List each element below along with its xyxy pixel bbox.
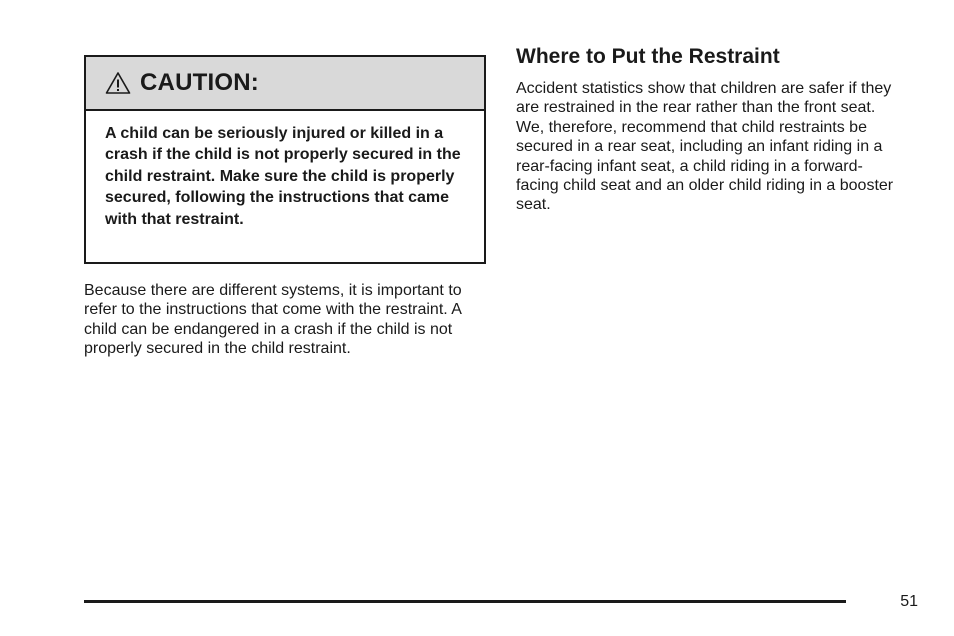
section-heading: Where to Put the Restraint (516, 45, 780, 68)
caution-title: CAUTION: (140, 69, 259, 96)
section-paragraph: Accident statistics show that children are safer if they are restrained in the rear rather than the front seat. We, therefore, recommend that child restraints be secured in a rear seat, including an infant riding in a rear-facing infant seat, a child riding in a forward-facing child seat and an older child riding in a booster seat. (516, 80, 894, 214)
footer-rule (84, 600, 846, 603)
caution-text: A child can be seriously injured or killed in a crash if the child is not properly secured in the child restraint. Make sure the child is properly secured, following the instructions that came with that restraint. (105, 125, 461, 228)
body-paragraph-left: Because there are different systems, it is important to refer to the instructions that come with the restraint. A child can be endangered in a crash if the child is not properly secured in the child restraint. (84, 282, 462, 358)
page-number: 51 (900, 593, 918, 610)
caution-box (84, 55, 486, 264)
caution-header (86, 57, 484, 111)
warning-triangle-icon (105, 71, 131, 95)
